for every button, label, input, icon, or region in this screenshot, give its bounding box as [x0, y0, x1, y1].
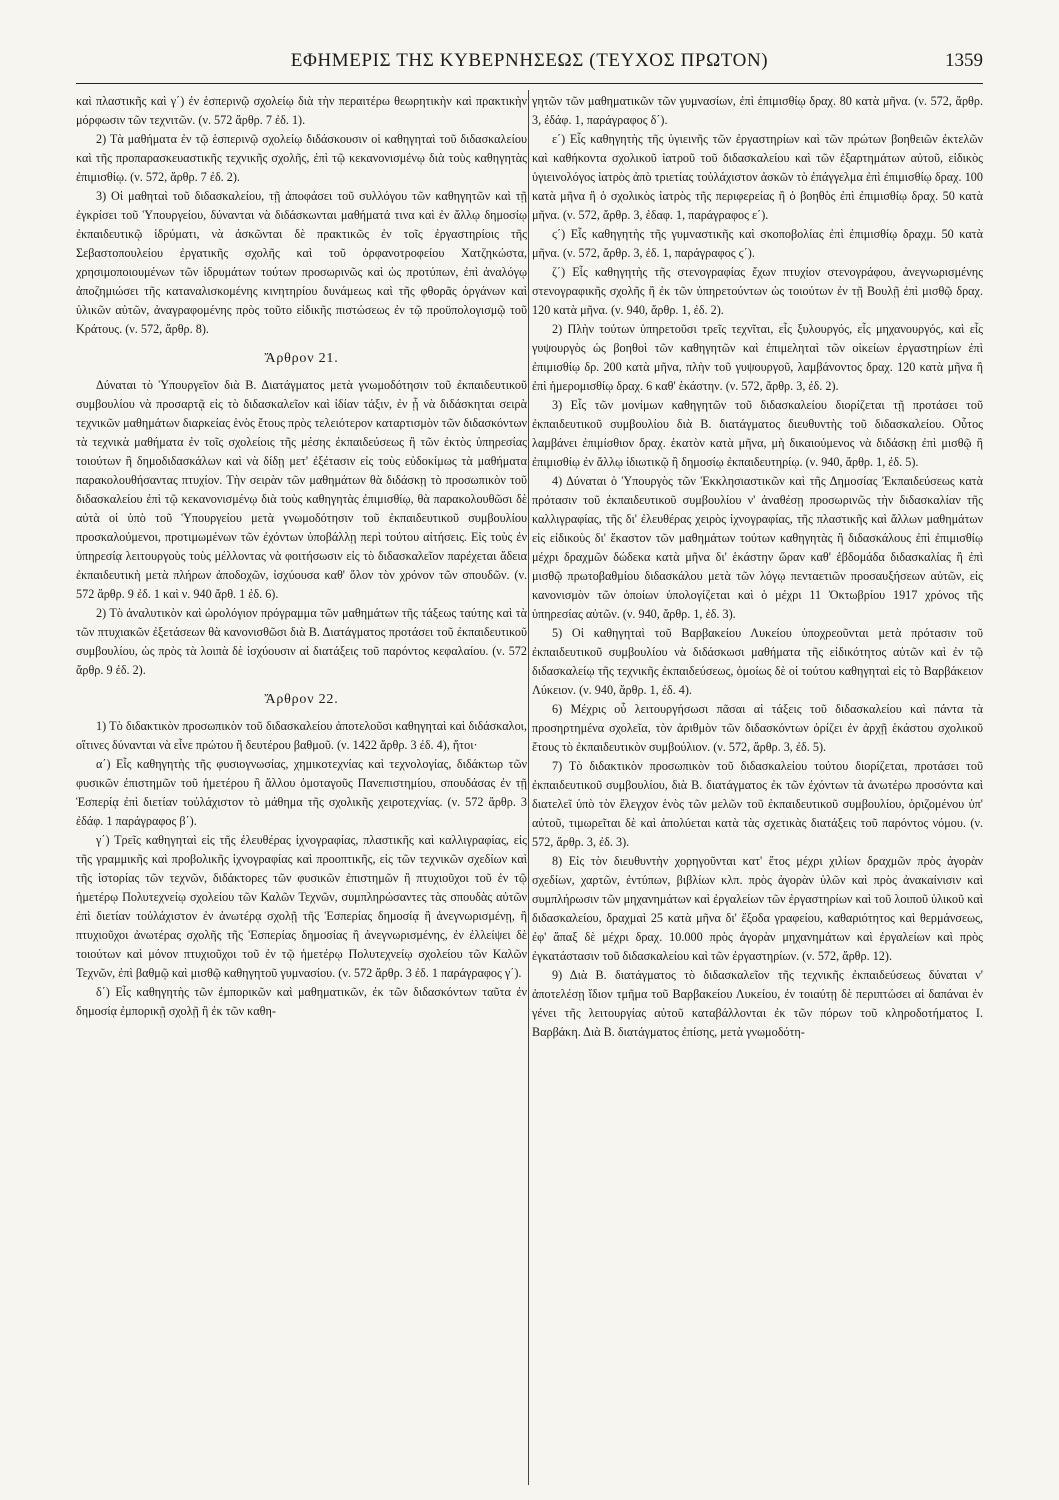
- paragraph: 2) Πλὴν τούτων ὑπηρετοῦσι τρεῖς τεχνῖται, εἷς ξυλουργός, εἷς μηχανουργός, καὶ εἷς γυψουργὸς ὡς βοηθοὶ τῶν καθηγητῶν καὶ ἐπιμεληταὶ τῶν οἰκείων ἐργαστηρίων ἐπὶ ἐπιμισθίῳ δρ. 200 κατὰ μῆνα, πλὴν τοῦ γυψουργοῦ, λαμβάνοντος δραχ. 120 κατὰ μῆνα ἢ ἐπὶ ἡμερομισθίῳ δραχ. 6 καθ' ἑκάστην. (ν. 572, ἄρθρ. 3, ἐδ. 2).: [532, 322, 983, 393]
- article-22-heading: Ἄρθρον 22.: [264, 692, 339, 707]
- page-number: 1359: [945, 50, 983, 71]
- article-21-heading: Ἄρθρον 21.: [264, 351, 339, 366]
- paragraph: 3) Εἷς τῶν μονίμων καθηγητῶν τοῦ διδασκαλείου διορίζεται τῇ προτάσει τοῦ ἐκπαιδευτικοῦ συμβουλίου διὰ Β. διατάγματος διευθυντὴς τοῦ διδασκαλείου. Οὗτος λαμβάνει ἐπιμίσθιον δραχ. ἑκατὸν κατὰ μῆνα, μὴ δικαιούμενος νὰ διδάσκῃ ἐπὶ μισθῷ ἢ ἐπιμισθίῳ ἐν ἄλλῳ ἰδιωτικῷ ἢ δημοσίῳ ἐκπαιδευτηρίῳ. (ν. 940, ἄρθρ. 1, ἐδ. 5).: [532, 398, 983, 469]
- paragraph: 6) Μέχρις οὗ λειτουργήσωσι πᾶσαι αἱ τάξεις τοῦ διδασκαλείου καὶ πάντα τὰ προσηρτημένα σχολεῖα, τὸν ἀριθμὸν τῶν διδασκόντων ὁρίζει ἐν ἀρχῇ ἑκάστου σχολικοῦ ἔτους τὸ ἐκπαιδευτικὸν συμβούλιον. (ν. 572, ἄρθρ. 3, ἐδ. 5).: [532, 702, 983, 754]
- paragraph: 8) Εἰς τὸν διευθυντὴν χορηγοῦνται κατ' ἔτος μέχρι χιλίων δραχμῶν πρὸς ἀγορὰν σχεδίων, χαρτῶν, ἐντύπων, βιβλίων κλπ. πρὸς ἀγορὰν ὑλῶν καὶ πρὸς ἀνακαίνισιν καὶ συμπλήρωσιν τῶν μηχανημάτων καὶ ἐργαλείων τῶν ἐργαστηρίων καὶ τοῦ λοιποῦ ὑλικοῦ καὶ διδασκαλείου, δραχμαὶ 25 κατὰ μῆνα δι' ἔξοδα γραφείου, καθαριότητος καὶ θερμάνσεως, ἐφ' ἅπαξ δὲ μέχρι δραχ. 10.000 πρὸς ἀγορὰν μηχανημάτων καὶ ἐργαλείων καὶ πρὸς ἐγκατάστασιν τοῦ διδασκαλείου καὶ τῶν ἐργαστηρίων. (ν. 572, ἄρθρ. 12).: [532, 854, 983, 963]
- paragraph: 2) Τὰ μαθήματα ἐν τῷ ἑσπερινῷ σχολείῳ διδάσκουσιν οἱ καθηγηταὶ τοῦ διδασκαλείου καὶ τῆς προπαρασκευαστικῆς τεχνικῆς σχολῆς, ἐπὶ τῷ κεκανονισμένῳ διὰ τοὺς καθηγητὰς ἐπιμισθίῳ. (ν. 572, ἄρθρ. 7 ἐδ. 2).: [76, 132, 527, 184]
- paragraph: α΄) Εἷς καθηγητὴς τῆς φυσιογνωσίας, χημικοτεχνίας καὶ τεχνολογίας, διδάκτωρ τῶν φυσικῶν ἐπιστημῶν τοῦ ἡμετέρου ἢ ἄλλου ὁμοταγοῦς Πανεπιστημίου, σπουδάσας ἐν τῇ Ἑσπερίᾳ ἐπὶ διετίαν τοὐλάχιστον τὸ μάθημα τῆς σχολικῆς χειροτεχνίας. (ν. 572 ἄρθρ. 3 ἐδάφ. 1 παράγραφος β΄).: [76, 757, 527, 828]
- paragraph: δ΄) Εἷς καθηγητὴς τῶν ἐμπορικῶν καὶ μαθηματικῶν, ἐκ τῶν διδασκόντων ταῦτα ἐν δημοσίᾳ ἐμπορικῇ σχολῇ ἢ ἐκ τῶν καθη-: [76, 985, 527, 1018]
- paragraph: 1) Τὸ διδακτικὸν προσωπικὸν τοῦ διδασκαλείου ἀποτελοῦσι καθηγηταὶ καὶ διδάσκαλοι, οἵτινες δύνανται νὰ εἶνε πρώτου ἢ δευτέρου βαθμοῦ. (ν. 1422 ἄρθρ. 3 ἐδ. 4), ἤτοι·: [76, 719, 527, 752]
- paragraph: 2) Τὸ ἀναλυτικὸν καὶ ὡρολόγιον πρόγραμμα τῶν μαθημάτων τῆς τάξεως ταύτης καὶ τὰ τῶν πτυχιακῶν ἐξετάσεων θὰ κανονισθῶσι διὰ Β. Διατάγματος προτάσει τοῦ ἐκπαιδευτικοῦ συμβουλίου, ὡς πρὸς τὰ λοιπὰ δὲ ἰσχύουσιν αἱ διατάξεις τοῦ παρόντος κεφαλαίου. (ν. 572 ἄρθρ. 9 ἐδ. 2).: [76, 606, 527, 677]
- paragraph: ζ΄) Εἷς καθηγητὴς τῆς στενογραφίας ἔχων πτυχίον στενογράφου, ἀνεγνωρισμένης στενογραφικῆς σχολῆς ἢ ἐκ τῶν ὑπηρετούντων ὡς τοιούτων ἐν τῇ Βουλῇ ἐπὶ μισθῷ δραχ. 120 κατὰ μῆνα. (ν. 940, ἄρθρ. 1, ἐδ. 2).: [532, 265, 983, 317]
- paragraph: ϛ΄) Εἷς καθηγητὴς τῆς γυμναστικῆς καὶ σκοποβολίας ἐπὶ ἐπιμισθίῳ δραχμ. 50 κατὰ μῆνα. (ν. 572, ἄρθρ. 3, ἐδ. 1, παράγραφος ϛ΄).: [532, 227, 983, 260]
- paragraph: 5) Οἱ καθηγηταὶ τοῦ Βαρβακείου Λυκείου ὑποχρεοῦνται μετὰ πρότασιν τοῦ ἐκπαιδευτικοῦ συμβουλίου νὰ διδάσκωσι μαθήματα τῆς εἰδικότητος αὐτῶν καὶ ἐν τῷ διδασκαλείῳ τῆς τεχνικῆς ἐκπαιδεύσεως, ὁμοίως δὲ οἱ τούτου καθηγηταὶ εἰς τὸ Βαρβάκειον Λύκειον. (ν. 940, ἄρθρ. 1, ἐδ. 4).: [532, 626, 983, 697]
- paragraph: ε΄) Εἷς καθηγητὴς τῆς ὑγιεινῆς τῶν ἐργαστηρίων καὶ τῶν πρώτων βοηθειῶν ἐκτελῶν καὶ καθήκοντα σχολικοῦ ἰατροῦ τοῦ διδασκαλείου καὶ τῶν ἐξαρτημάτων αὐτοῦ, εἰδικὸς ὑγιεινολόγος ἰατρὸς ἀπὸ τριετίας τοὐλάχιστον ἀσκῶν τὸ ἐπάγγελμα ἐπὶ ἐπιμισθίῳ δραχ. 100 κατὰ μῆνα ἢ ὁ σχολικὸς ἰατρὸς τῆς περιφερείας ἢ ὁ βοηθὸς ἐπὶ ἐπιμισθίῳ δραχ. 50 κατὰ μῆνα. (ν. 572, ἄρθρ. 3, ἐδαφ. 1, παράγραφος ε΄).: [532, 132, 983, 222]
- paragraph: 9) Διὰ Β. διατάγματος τὸ διδασκαλεῖον τῆς τεχνικῆς ἐκπαιδεύσεως δύναται ν' ἀποτελέσῃ ἴδιον τμῆμα τοῦ Βαρβακείου Λυκείου, ἐν τοιαύτῃ δὲ περιπτώσει αἱ δαπάναι ἐν γένει τῆς λειτουργίας αὐτοῦ καταβάλλονται ἐκ τῶν πόρων τοῦ κληροδοτήματος Ι. Βαρβάκη. Διὰ Β. διατάγματος ἐπίσης, μετὰ γνωμοδότη-: [532, 968, 983, 1039]
- paragraph: 7) Τὸ διδακτικὸν προσωπικὸν τοῦ διδασκαλείου τούτου διορίζεται, προτάσει τοῦ ἐκπαιδευτικοῦ συμβουλίου, διὰ Β. διατάγματος ἐκ τῶν ἐχόντων τὰ ἀνωτέρω προσόντα καὶ διατελεῖ ὑπὸ τὸν ἔλεγχον ἑνὸς τῶν μελῶν τοῦ ἐκπαιδευτικοῦ συμβουλίου, ὁριζομένου ὑπ' αὐτοῦ, τιμωρεῖται δὲ καὶ ἀπολύεται κατὰ τὰς σχετικὰς διατάξεις τοῦ παρόντος νόμου. (ν. 572, ἄρθρ. 3, ἐδ. 3).: [532, 759, 983, 849]
- page-header: [76, 50, 983, 78]
- paragraph: γ΄) Τρεῖς καθηγηταὶ εἰς τῆς ἐλευθέρας ἰχνογραφίας, πλαστικῆς καὶ καλλιγραφίας, εἰς τῆς γραμμικῆς καὶ προβολικῆς ἰχνογραφίας καὶ προοπτικῆς, εἰς τῶν τεχνικῶν σχεδίων καὶ τῆς ἱστορίας τῶν τεχνῶν, διδάκτορες τῶν φυσικῶν ἐπιστημῶν ἢ πτυχιοῦχοι τοῦ ἐν τῷ ἡμετέρῳ Πολυτεχνείῳ σχολείου τῶν Καλῶν Τεχνῶν, συμπληρώσαντες τὰς σπουδὰς αὐτῶν ἐπὶ διετίαν τοὐλάχιστον ἐν ἀνωτέρᾳ σχολῇ τῆς Ἑσπερίας δημοσίᾳ ἢ ἀνεγνωρισμένῃ, ἢ πτυχιοῦχοι ἀνωτέρας σχολῆς τῆς Ἑσπερίας δημοσίας ἢ ἀνεγνωρισμένης, ἐν ἐλλείψει δὲ τοιούτων καὶ μόνον πτυχιοῦχοι τοῦ ἐν τῷ ἡμετέρῳ Πολυτεχνείῳ σχολείου τῶν Καλῶν Τεχνῶν, ἐπὶ βαθμῷ καὶ μισθῷ καθηγητοῦ γυμνασίου. (ν. 572 ἄρθρ. 3 ἐδ. 1 παράγραφος γ΄).: [76, 833, 527, 980]
- right-column: [532, 92, 983, 1042]
- header-rule: [76, 83, 983, 84]
- paragraph: γητῶν τῶν μαθηματικῶν τῶν γυμνασίων, ἐπὶ ἐπιμισθίῳ δραχ. 80 κατὰ μῆνα. (ν. 572, ἄρθρ. 3, ἐδάφ. 1, παράγραφος δ΄).: [532, 94, 983, 127]
- paragraph: 3) Οἱ μαθηταὶ τοῦ διδασκαλείου, τῇ ἀποφάσει τοῦ συλλόγου τῶν καθηγητῶν καὶ τῇ ἐγκρίσει τοῦ Ὑπουργείου, δύνανται νὰ διδάσκωνται μαθήματά τινα καὶ ἐν ἄλλῳ δημοσίῳ ἐκπαιδευτικῷ ἱδρύματι, νὰ ἀσκῶνται δὲ πρακτικῶς ἐν τοῖς ἐργαστηρίοις τῆς Σεβαστοπουλείου ἐργατικῆς σχολῆς καὶ τοῦ ὀρφανοτροφείου Χατζηκώστα, χρησιμοποιουμένων τῶν ἱδρυμάτων τούτων προσωρινῶς καὶ ὡς προτύπων, ἐπὶ ἀναλόγῳ ἀποζημιώσει τῆς καταναλισκομένης κινητηρίου δυνάμεως καὶ τῆς φθορᾶς ὀργάνων καὶ ὑλικῶν αὐτῶν, ἀναγραφομένης πρὸς τοῦτο εἰδικῆς πιστώσεως ἐν τῷ προϋπολογισμῷ τοῦ Κράτους. (ν. 572, ἄρθρ. 8).: [76, 189, 527, 336]
- gazette-title: ΕΦΗΜΕΡΙΣ ΤΗΣ ΚΥΒΕΡΝΗΣΕΩΣ (ΤΕΥΧΟΣ ΠΡΩΤΟΝ): [290, 50, 769, 71]
- paragraph: Δύναται τὸ Ὑπουργεῖον διὰ Β. Διατάγματος μετὰ γνωμοδότησιν τοῦ ἐκπαιδευτικοῦ συμβουλίου νὰ προσαρτᾷ εἰς τὸ διδασκαλεῖον καὶ ἰδίαν τάξιν, ἐν ᾗ νὰ διδάσκηται σειρὰ τεχνικῶν μαθημάτων διαρκείας ἑνὸς ἔτους πρὸς τελειότερον καταρτισμὸν τῶν διδασκόντων τὰ τεχνικὰ μαθήματα ἐν τοῖς σχολείοις τῆς μέσης ἐκπαιδεύσεως ἢ τῶν ἐκτὸς ὑπηρεσίας τοιούτων ἢ δημοδιδασκάλων καὶ νὰ δίδῃ μετ' ἐξέτασιν εἰς τοὺς εὐδοκίμως τὰ μαθήματα παρακολουθήσαντας πτυχίον. Τὴν σειρὰν τῶν μαθημάτων θὰ διδάσκῃ τὸ προσωπικὸν τοῦ διδασκαλείου ἐπὶ τῷ κεκανονισμένῳ διὰ τοὺς καθηγητὰς ἐπιμισθίῳ, θὰ παρακολουθῶσι δὲ αὐτὰ οἱ ὑπὸ τοῦ Ὑπουργείου μετὰ γνωμοδότησιν τοῦ ἐκπαιδευτικοῦ συμβουλίου προσκαλούμενοι, προτιμωμένων τῶν ἐχόντων ὑποβάλλῃ περὶ τούτου αἰτήσεις. Εἰς τοὺς ἐν ὑπηρεσίᾳ λειτουργοὺς τοὺς μέλλοντας νὰ φοιτήσωσιν εἰς τὸ διδασκαλεῖον παρέχεται ἄδεια ἐκπαιδευτικὴ μετὰ πλήρων ἀποδοχῶν, ἰσχύουσα καθ' ὅλον τὸν χρόνον τῶν σπουδῶν. (ν. 572 ἄρθρ. 9 ἐδ. 1 καὶ ν. 940 ἄρθ. 1 ἐδ. 6).: [76, 378, 527, 601]
- column-divider: [528, 90, 529, 1485]
- paragraph: καὶ πλαστικῆς καὶ γ΄) ἐν ἑσπερινῷ σχολείῳ διὰ τὴν περαιτέρω θεωρητικὴν καὶ πρακτικὴν μόρφωσιν τῶν τεχνιτῶν. (ν. 572 ἄρθρ. 7 ἐδ. 1).: [76, 94, 527, 127]
- left-column: [76, 92, 527, 1021]
- paragraph: 4) Δύναται ὁ Ὑπουργὸς τῶν Ἐκκλησιαστικῶν καὶ τῆς Δημοσίας Ἐκπαιδεύσεως κατὰ πρότασιν τοῦ ἐκπαιδευτικοῦ συμβουλίου ν' ἀναθέσῃ προσωρινῶς τὴν διδασκαλίαν τῆς καλλιγραφίας, τῆς δι' ἐλευθέρας χειρὸς ἰχνογραφίας, τῆς πλαστικῆς καὶ ἄλλων μαθημάτων εἰς εἰδικοὺς δι' ἕκαστον τῶν μαθημάτων τούτων καθηγητὰς ἢ διδασκάλους ἐπὶ ἐπιμισθίῳ μέχρι δραχμῶν δώδεκα κατὰ μῆνα δι' ἑκάστην ὥραν καθ' ἑβδομάδα διδασκαλίας ἢ ἐπὶ μισθῷ πρωτοβαθμίου διδασκάλου μετὰ τῶν λόγῳ πενταετιῶν προσαυξήσεων αὐτῶν, εἰς κανονισμὸν τῶν ὁποίων ὑπολογίζεται καὶ ὁ μέχρι 11 Ὀκτωβρίου 1917 χρόνος τῆς ὑπηρεσίας αὐτῶν. (ν. 940, ἄρθρ. 1, ἐδ. 3).: [532, 474, 983, 621]
